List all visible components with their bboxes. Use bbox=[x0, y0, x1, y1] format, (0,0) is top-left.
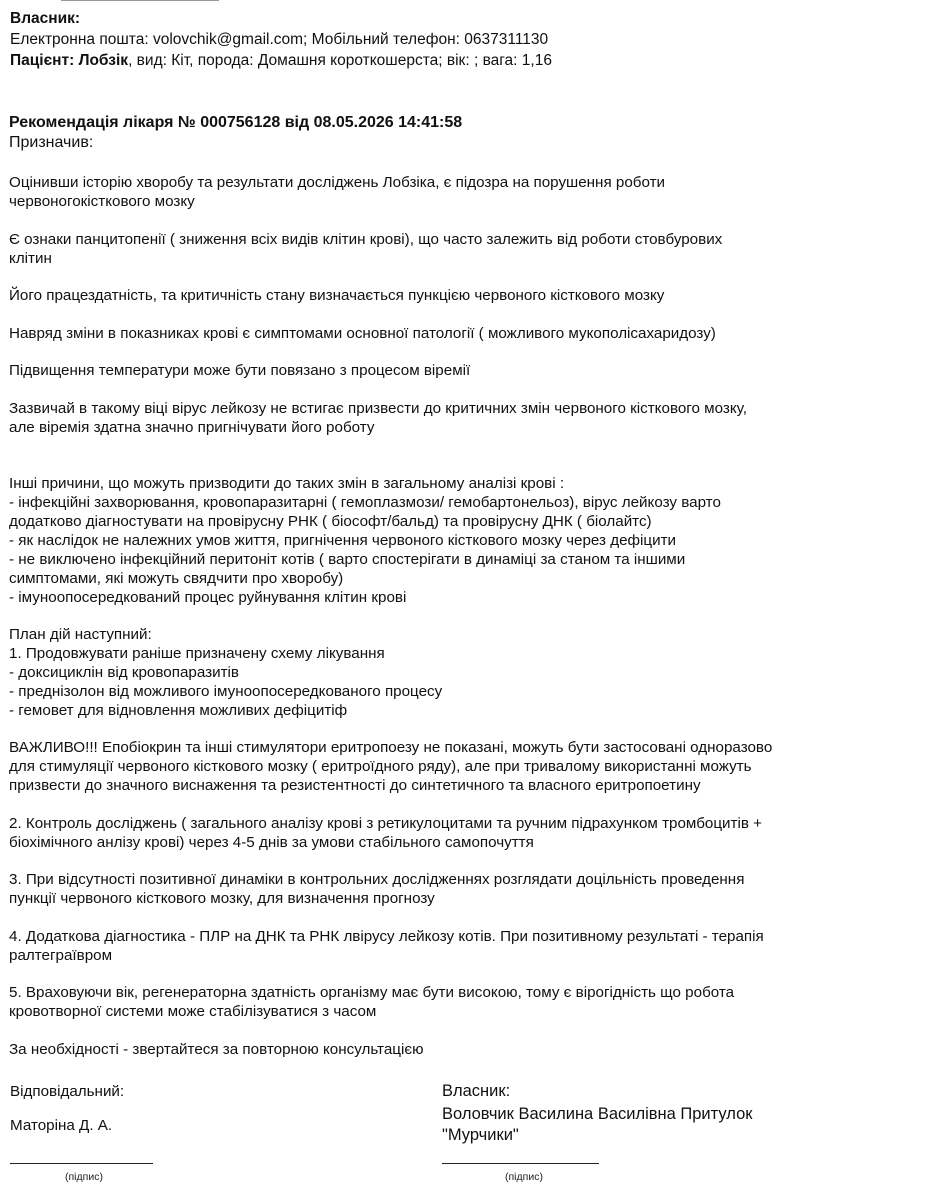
patient-label: Пацієнт: Лобзік bbox=[10, 52, 129, 69]
owner-signature-label: Власник: bbox=[442, 1082, 511, 1100]
owner-signature-note: (підпис) bbox=[505, 1171, 543, 1183]
paragraph-puncture-prognosis: 3. При відсутності позитивної динаміки в контрольних дослідженнях розглядати доцільність проведення пункції червоного кісткового мозку, для визначення прогнозу bbox=[9, 871, 745, 907]
patient-line bbox=[10, 50, 552, 71]
owner-contacts: Електронна пошта: volovchik@gmail.com; Мобільний телефон: 0637311130 bbox=[10, 31, 549, 48]
paragraph-pcr-diagnostics: 4. Додаткова діагностика - ПЛР на ДНК та РНК лвірусу лейкозу котів. При позитивному результаті - терапія ралтеграївром bbox=[9, 928, 764, 964]
paragraph-age-regeneration: 5. Враховуючи вік, регенераторна здатність організму має бути високою, тому є вірогідність що робота кровотворної системи може стабілізуватися з часом bbox=[9, 984, 735, 1020]
paragraph-pancytopenia: Є ознаки панцитопенії ( зниження всіх видів клітин крові), що часто залежить від роботи стовбурових клітин bbox=[9, 231, 723, 267]
responsible-name: Маторіна Д. А. bbox=[10, 1117, 113, 1134]
paragraph-mucopolysaccharidosis: Навряд зміни в показниках крові є симптомами основної патології ( можливого мукополісахаридозу) bbox=[9, 325, 716, 342]
paragraph-important: ВАЖЛИВО!!! Епобіокрин та інші стимулятори еритропоезу не показані, можуть бути застосовані одноразово для стимуляції червоного кісткового мозку ( еритроїдного ряду), але при тривалому використанні можуть призвести до значного виснаження та резистентності до синтетичного та власного еритропоетину bbox=[9, 739, 773, 794]
paragraph-other-causes: Інші причини, що можуть призводити до таких змін в загальному аналізі крові : - інфекційні захворювання, кровопаразитарні ( гемоплазмози/ гемобартонельоз), вірус лейкозу варто додатково діагностувати на провірусну РНК ( біософт/бальд) та провірусну ДНК ( біолайтс) - як наслідок не належних умов життя, пригнічення червоного кісткового мозку через дефіцити - не виключено інфекційний перитоніт котів ( варто спостерігати в динаміці за станом та іншими симптомами, які можуть свядчити про хворобу) - імуноопосередкований процес руйнування клітин крові bbox=[9, 475, 721, 606]
owner-signature-line bbox=[442, 1163, 599, 1164]
paragraph-leukemia-virus: Зазвичай в такому віці вірус лейкозу не встигає призвести до критичних змін червоного кісткового мозку, але віремія здатна значно пригнічувати його роботу bbox=[9, 400, 747, 436]
paragraph-puncture: Його працездатність, та критичність стану визначається пункцією червоного кісткового мозку bbox=[9, 287, 665, 304]
patient-details: , вид: Кіт, порода: Домашня короткошерста; вік: ; вага: 1,16 bbox=[128, 52, 552, 69]
responsible-label: Відповідальний: bbox=[10, 1083, 125, 1100]
responsible-signature-line bbox=[10, 1163, 153, 1164]
recommendation-title: Рекомендація лікаря № 000756128 від 08.05.2026 14:41:58 bbox=[9, 114, 463, 131]
owner-signature-name: Воловчик Василина Василівна Притулок "Мурчики" bbox=[442, 1105, 753, 1144]
paragraph-follow-up: За необхідності - звертайтеся за повторною консультацією bbox=[9, 1041, 424, 1058]
paragraph-control-tests: 2. Контроль досліджень ( загального аналізу крові з ретикулоцитами та ручним підрахунком тромбоцитів + біохімічного анлізу крові) через 4-5 днів за умови стабільного самопочуття bbox=[9, 815, 763, 851]
owner-label: Власник: bbox=[10, 10, 81, 27]
paragraph-temperature: Підвищення температури може бути повязано з процесом віремії bbox=[9, 362, 471, 379]
paragraph-action-plan: План дій наступний: 1. Продовжувати раніше призначену схему лікування - доксициклін від кровопаразитів - преднізолон від можливого імуноопосередкованого процесу - гемовет для відновлення можливих дефіцитіф bbox=[9, 626, 443, 719]
owner-header bbox=[10, 8, 552, 71]
top-divider bbox=[61, 0, 219, 1]
prescribed-label: Призначив: bbox=[9, 134, 94, 151]
paragraph-suspicion: Оцінивши історію хворобу та результати досліджень Лобзіка, є підозра на порушення роботи червоногокісткового мозку bbox=[9, 174, 666, 210]
responsible-signature-note: (підпис) bbox=[65, 1171, 103, 1183]
